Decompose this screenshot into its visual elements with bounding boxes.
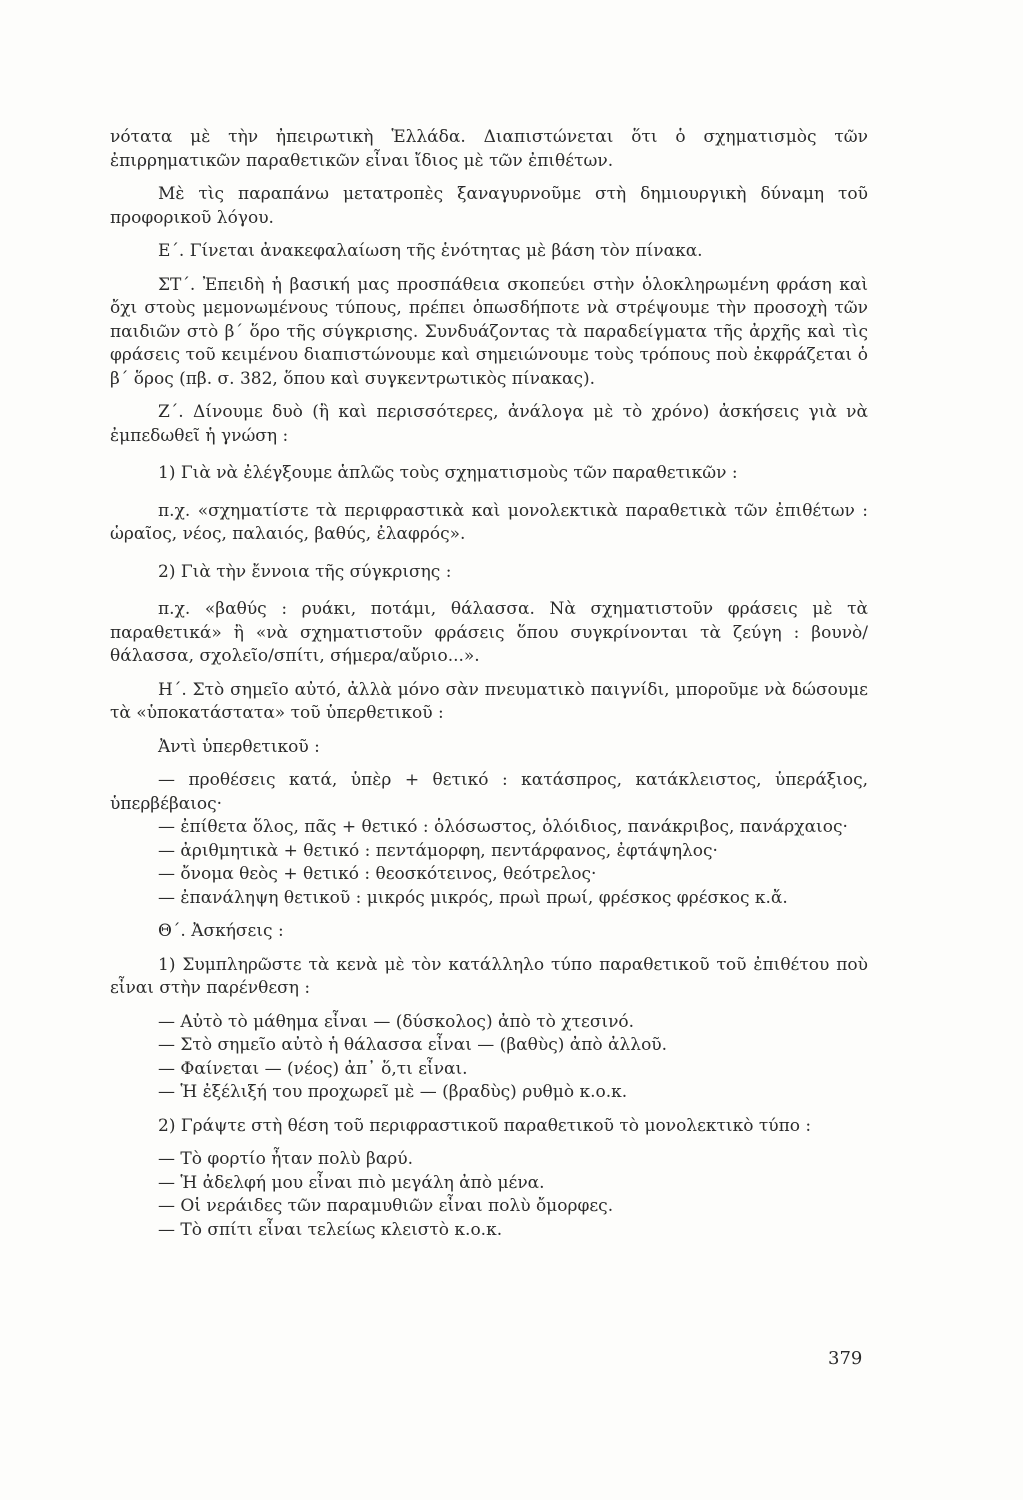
example: π.χ. «σχηματίστε τὰ περιφραστικὰ καὶ μονολεκτικὰ παραθετικὰ τῶν ἐπιθέτων : ὡραῖος, νέος, παλαιός, βαθύς, ἐλαφρός». xyxy=(110,500,868,544)
exercise-heading: 1) Συμπληρῶστε τὰ κενὰ μὲ τὸν κατάλληλο τύπο παραθετικοῦ τοῦ ἐπιθέτου ποὺ εἶναι στὴν παρένθεση : xyxy=(110,954,868,998)
list-item: — ἀριθμητικὰ + θετικό : πεντάμορφη, πεντάρφανος, ἐφτάψηλος· xyxy=(158,840,718,861)
list-item: — Φαίνεται — (νέος) ἀπ᾿ ὅ,τι εἶναι. xyxy=(158,1058,468,1079)
list-item: — ἐπανάληψη θετικοῦ : μικρός μικρός, πρωὶ πρωί, φρέσκος φρέσκος κ.ἄ. xyxy=(158,887,788,908)
list-item: — Στὸ σημεῖο αὐτὸ ἡ θάλασσα εἶναι — (βαθὺς) ἀπὸ ἀλλοῦ. xyxy=(158,1035,668,1055)
list-item: — Τὸ σπίτι εἶναι τελείως κλειστὸ κ.ο.κ. xyxy=(158,1219,503,1240)
paragraph: Μὲ τὶς παραπάνω μετατροπὲς ξαναγυρνοῦμε στὴ δημιουργικὴ δύναμη τοῦ προφορικοῦ λόγου. xyxy=(110,184,868,228)
paragraph: ΣΤ΄. Ἐπειδὴ ἡ βασική μας προσπάθεια σκοπεύει στὴν ὁλοκληρωμένη φράση καὶ ὄχι στοὺς μεμονωμένους τύπους, πρέπει ὁπωσδήποτε νὰ στρέψουμε τὴν προσοχὴ τῶν παιδιῶν στὸ β΄ ὅρο τῆς σύγκρισης. Συνδυάζοντας τὰ παραδείγματα τῆς ἀρχῆς καὶ τὶς φράσεις τοῦ κειμένου διαπιστώνουμε καὶ σημειώνουμε τοὺς τρόπους ποὺ ἐκφράζεται ὁ β΄ ὅρος (πβ. σ. 382, ὅπου καὶ συγκεντρωτικὸς πίνακας). xyxy=(110,274,868,389)
list-item: — Ἡ ἐξέλιξή του προχωρεῖ μὲ — (βραδὺς) ρυθμὸ κ.ο.κ. xyxy=(158,1082,628,1102)
list-item: — Αὐτὸ τὸ μάθημα εἶναι — (δύσκολος) ἀπὸ τὸ χτεσινό. xyxy=(158,1011,635,1032)
paragraph: Ε΄. Γίνεται ἀνακεφαλαίωση τῆς ἑνότητας μὲ βάση τὸν πίνακα. xyxy=(158,241,703,261)
exercise-heading: 1) Γιὰ νὰ ἐλέγξουμε ἁπλῶς τοὺς σχηματισμοὺς τῶν παραθετικῶν : xyxy=(158,463,738,483)
list-item: — ὄνομα θεὸς + θετικό : θεοσκότεινος, θεότρελος· xyxy=(158,864,597,884)
list-item: — Τὸ φορτίο ἦταν πολὺ βαρύ. xyxy=(158,1149,413,1169)
example: π.χ. «βαθύς : ρυάκι, ποτάμι, θάλασσα. Νὰ σχηματιστοῦν φράσεις μὲ τὰ παραθετικά» ἢ «νὰ σχηματιστοῦν φράσεις ὅπου συγκρίνονται τὰ ζεύγη : βουνὸ/θάλασσα, σχολεῖο/σπίτι, σήμερα/αὔριο...». xyxy=(110,599,868,666)
list-item: — Ἡ ἀδελφή μου εἶναι πιὸ μεγάλη ἀπὸ μένα. xyxy=(158,1172,545,1193)
subheading: Ἀντὶ ὑπερθετικοῦ : xyxy=(158,736,320,757)
list-item: — προθέσεις κατά, ὑπὲρ + θετικό : κατάσπρος, κατάκλειστος, ὑπεράξιος, ὑπερβέβαιος· xyxy=(110,770,868,814)
list-item: — ἐπίθετα ὅλος, πᾶς + θετικό : ὁλόσωστος, ὁλόιδιος, πανάκριβος, πανάρχαιος· xyxy=(158,817,848,837)
page-number: 379 xyxy=(828,1348,863,1369)
exercise-heading: 2) Γράψτε στὴ θέση τοῦ περιφραστικοῦ παραθετικοῦ τὸ μονολεκτικὸ τύπο : xyxy=(158,1115,812,1136)
exercise-heading: 2) Γιὰ τὴν ἔννοια τῆς σύγκρισης : xyxy=(158,561,452,582)
paragraph: Ζ΄. Δίνουμε δυὸ (ἢ καὶ περισσότερες, ἀνάλογα μὲ τὸ χρόνο) ἀσκήσεις γιὰ νὰ ἐμπεδωθεῖ ἡ γνώση : xyxy=(110,402,868,446)
list-item: — Οἱ νεράιδες τῶν παραμυθιῶν εἶναι πολὺ ὄμορφες. xyxy=(158,1196,614,1216)
body-text xyxy=(110,126,868,1242)
paragraph: νότατα μὲ τὴν ἠπειρωτικὴ Ἑλλάδα. Διαπιστώνεται ὅτι ὁ σχηματισμὸς τῶν ἐπιρρηματικῶν παραθετικῶν εἶναι ἴδιος μὲ τῶν ἐπιθέτων. xyxy=(110,127,868,171)
paragraph: Η΄. Στὸ σημεῖο αὐτό, ἀλλὰ μόνο σὰν πνευματικὸ παιγνίδι, μποροῦμε νὰ δώσουμε τὰ «ὑποκατάστατα» τοῦ ὑπερθετικοῦ : xyxy=(110,679,868,723)
subheading: Θ΄. Ἀσκήσεις : xyxy=(158,921,284,941)
